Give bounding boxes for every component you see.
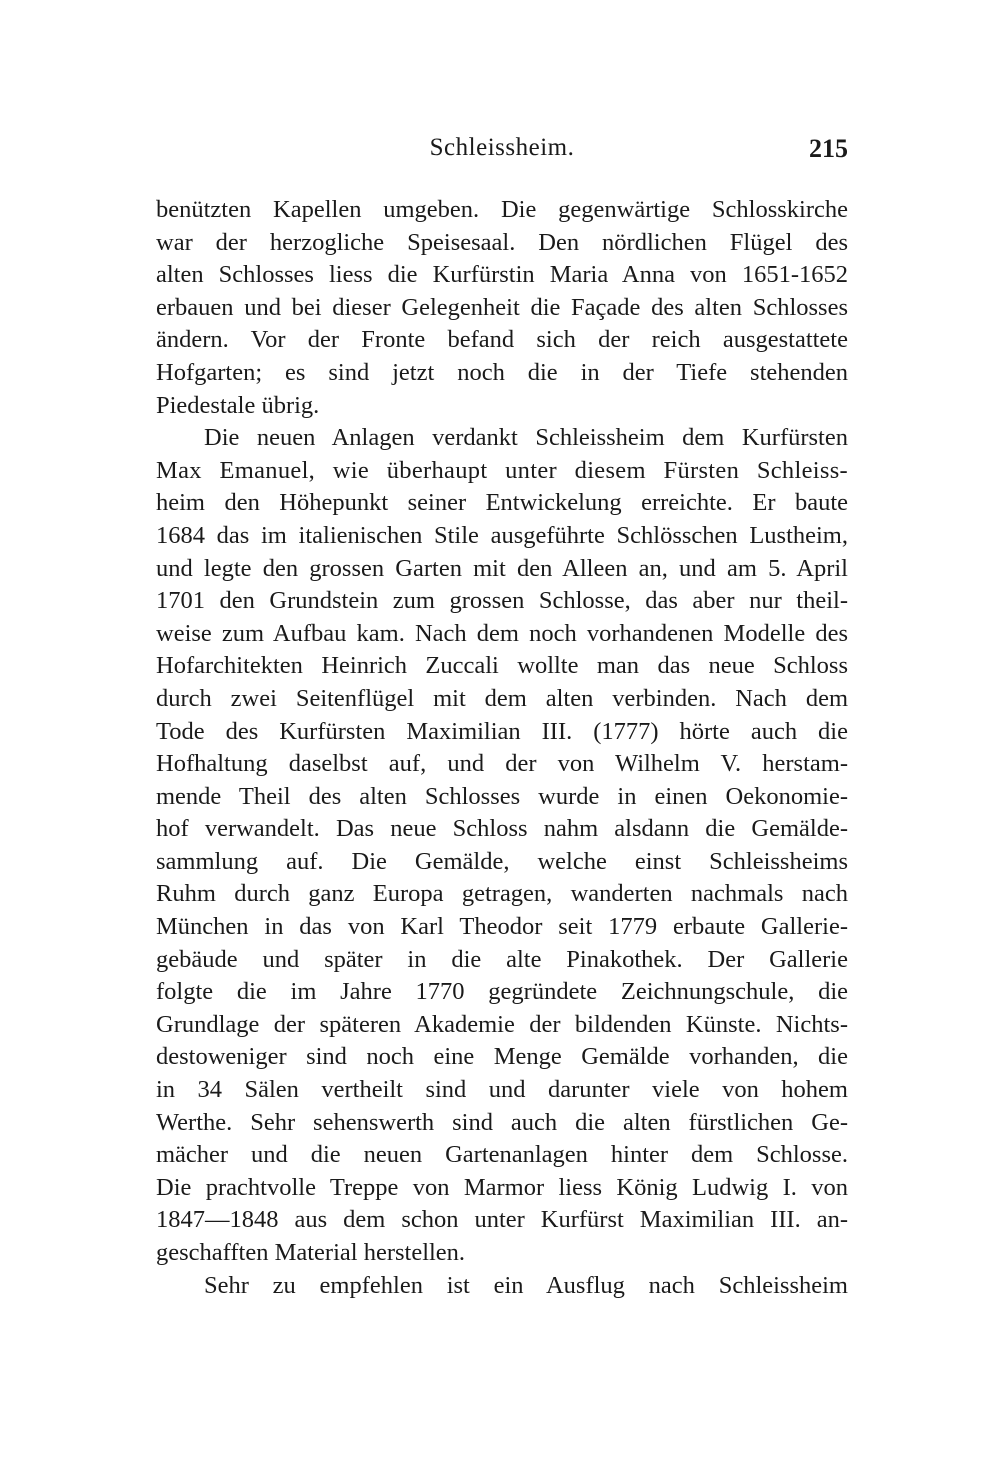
text-line: Die neuen Anlagen verdankt Schleissheim dem Kurfürsten: [204, 424, 848, 452]
page-number: 215: [809, 134, 848, 163]
text-line: benützten Kapellen umgeben. Die gegenwärtige Schlosskirche: [156, 196, 848, 223]
text-line: mächer und die neuen Gartenanlagen hinter dem Schlosse.: [156, 1141, 848, 1169]
text-line: 1701 den Grundstein zum grossen Schlosse, das aber nur theil-: [156, 587, 848, 615]
running-title: Schleissheim.: [429, 134, 575, 161]
text-line: mende Theil des alten Schlosses wurde in einen Oekonomie-: [156, 782, 848, 810]
text-line: gebäude und später in die alte Pinakothek. Der Gallerie: [156, 945, 848, 973]
text-line: sammlung auf. Die Gemälde, welche einst Schleissheims: [156, 847, 848, 875]
text-line: Sehr zu empfehlen ist ein Ausflug nach Schleissheim: [204, 1271, 848, 1299]
text-line: hof verwandelt. Das neue Schloss nahm alsdann die Gemälde-: [156, 815, 848, 843]
text-line: durch zwei Seitenflügel mit dem alten verbinden. Nach dem: [156, 684, 848, 712]
text-line: in 34 Sälen vertheilt sind und darunter viele von hohem: [156, 1076, 848, 1104]
text-line: Hofhaltung daselbst auf, und der von Wilhelm V. herstam-: [156, 750, 848, 778]
text-line: Piedestale übrig.: [156, 391, 320, 419]
text-line: alten Schlosses liess die Kurfürstin Maria Anna von 1651-1652: [156, 261, 848, 289]
text-line: destoweniger sind noch eine Menge Gemälde vorhanden, die: [156, 1043, 848, 1071]
text-line: Werthe. Sehr sehenswerth sind auch die alten fürstlichen Ge-: [156, 1108, 848, 1136]
text-line: München in das von Karl Theodor seit 1779 erbaute Gallerie-: [156, 913, 848, 941]
text-line: Hofgarten; es sind jetzt noch die in der Tiefe stehenden: [156, 358, 848, 386]
running-head: [156, 134, 848, 174]
text-line: Tode des Kurfürsten Maximilian III. (1777) hörte auch die: [156, 717, 848, 745]
text-line: 1684 das im italienischen Stile ausgeführte Schlösschen Lustheim,: [156, 521, 848, 549]
text-line: heim den Höhepunkt seiner Entwickelung erreichte. Er baute: [156, 489, 848, 517]
body-text: [156, 194, 848, 1302]
text-line: war der herzogliche Speisesaal. Den nördlichen Flügel des: [156, 228, 848, 256]
text-line: geschafften Material herstellen.: [156, 1239, 466, 1266]
text-line: weise zum Aufbau kam. Nach dem noch vorhandenen Modelle des: [156, 619, 848, 647]
text-line: Ruhm durch ganz Europa getragen, wanderten nachmals nach: [156, 880, 848, 908]
text-line: 1847—1848 aus dem schon unter Kurfürst Maximilian III. an-: [156, 1206, 848, 1234]
text-line: und legte den grossen Garten mit den Alleen an, und am 5. April: [156, 554, 848, 582]
text-line: Grundlage der späteren Akademie der bildenden Künste. Nichts-: [156, 1010, 848, 1038]
text-line: Die prachtvolle Treppe von Marmor liess König Ludwig I. von: [156, 1173, 848, 1201]
text-line: Hofarchitekten Heinrich Zuccali wollte man das neue Schloss: [156, 652, 848, 680]
text-line: folgte die im Jahre 1770 gegründete Zeichnungschule, die: [156, 978, 848, 1006]
text-line: Max Emanuel, wie überhaupt unter diesem Fürsten Schleiss-: [156, 456, 848, 484]
text-line: erbauen und bei dieser Gelegenheit die Façade des alten Schlosses: [156, 293, 848, 321]
text-line: ändern. Vor der Fronte befand sich der reich ausgestattete: [156, 326, 848, 354]
